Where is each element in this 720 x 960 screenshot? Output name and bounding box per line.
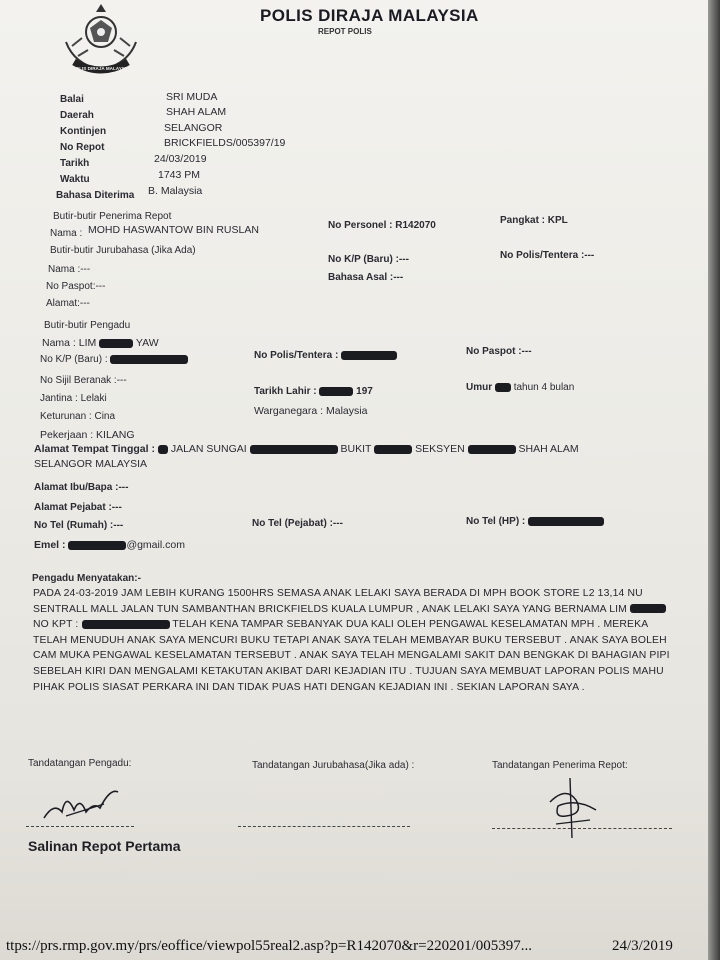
field-value-norepot: BRICKFIELDS/005397/19 bbox=[164, 137, 286, 149]
field-label-tarikh: Tarikh bbox=[60, 158, 90, 169]
field-label-daerah: Daerah bbox=[60, 110, 94, 121]
redaction-bar bbox=[468, 445, 516, 454]
field-label-bahasa: Bahasa Diterima bbox=[56, 190, 135, 201]
redaction-bar bbox=[341, 351, 397, 360]
interpreter-alamat: Alamat:--- bbox=[46, 298, 90, 309]
complainant-tel-hp: No Tel (HP) : bbox=[466, 516, 604, 527]
page-title: POLIS DIRAJA MALAYSIA bbox=[260, 6, 479, 25]
page-subtitle: REPOT POLIS bbox=[318, 27, 372, 36]
complainant-sijil: No Sijil Beranak :--- bbox=[40, 375, 127, 386]
redaction-bar bbox=[158, 445, 168, 454]
signature-jurubahasa-label: Tandatangan Jurubahasa(Jika ada) : bbox=[252, 760, 415, 771]
field-value-kontinjen: SELANGOR bbox=[164, 122, 223, 134]
interpreter-nama: Nama :--- bbox=[48, 264, 91, 275]
complainant-polis: No Polis/Tentera : bbox=[254, 350, 397, 361]
signature-pengadu-scribble bbox=[36, 782, 126, 826]
interpreter-bahasa: Bahasa Asal :--- bbox=[328, 272, 404, 283]
complainant-heading: Butir-butir Pengadu bbox=[44, 320, 131, 331]
complainant-alamat-line2: SELANGOR MALAYSIA bbox=[34, 458, 148, 470]
redaction-bar bbox=[250, 445, 338, 454]
redaction-bar bbox=[630, 604, 666, 613]
receiver-name: MOHD HASWANTOW BIN RUSLAN bbox=[88, 224, 259, 236]
complainant-lahir: Tarikh Lahir : 197 bbox=[254, 386, 373, 397]
interpreter-polis: No Polis/Tentera :--- bbox=[500, 250, 595, 261]
complainant-tel-pejabat: No Tel (Pejabat) :--- bbox=[252, 518, 343, 529]
field-label-kontinjen: Kontinjen bbox=[60, 126, 107, 137]
logo-text: POLIS DIRAJA MALAYSIA bbox=[72, 66, 130, 71]
redaction-bar bbox=[82, 620, 170, 629]
field-label-waktu: Waktu bbox=[60, 174, 90, 185]
field-value-daerah: SHAH ALAM bbox=[166, 106, 227, 118]
field-label-norepot: No Repot bbox=[60, 142, 105, 153]
interpreter-paspot: No Paspot:--- bbox=[46, 281, 106, 292]
footer-date: 24/3/2019 bbox=[612, 938, 673, 954]
receiver-personel: No Personel : R142070 bbox=[328, 220, 436, 231]
signature-line-pengadu bbox=[26, 826, 134, 827]
complainant-emel: Emel : @gmail.com bbox=[34, 539, 185, 551]
footer-url: ttps://prs.rmp.gov.my/prs/eoffice/viewpol55real2.asp?p=R142070&r=220201/005397... bbox=[6, 938, 533, 954]
redaction-bar bbox=[110, 355, 188, 364]
receiver-heading: Butir-butir Penerima Repot bbox=[53, 211, 172, 222]
statement-heading: Pengadu Menyatakan:- bbox=[32, 573, 141, 584]
complainant-ibubapa: Alamat Ibu/Bapa :--- bbox=[34, 482, 129, 493]
complainant-alamat: Alamat Tempat Tinggal : JALAN SUNGAI BUKIT SEKSYEN SHAH ALAM bbox=[34, 443, 579, 455]
interpreter-heading: Butir-butir Jurubahasa (Jika Ada) bbox=[50, 245, 196, 256]
statement-body: PADA 24-03-2019 JAM LEBIH KURANG 1500HRS SEMASA ANAK LELAKI SAYA BERADA DI MPH BOOK STORE L2 13,14 NU SENTRALL MALL JALAN TUN SAMBANTHAN BRICKFIELDS KUALA LUMPUR , ANAK LELAKI SAYA YANG BERNAMA LIM NO KPT : TELAH KENA TAMPAR SEBANYAK DUA KALI OLEH PENGAWAL KESELAMATAN MPH . MEREKA TELAH MENUDUH ANAK SAYA MENCURI BUKU TETAPI ANAK SAYA TELAH MEMBAYAR BUKU TERSEBUT . ANAK SAYA BOLEH CAM MUKA PENGAWAL KESELAMATAN TERSEBUT . ANAK SAYA TELAH MENGALAMI SAKIT DAN BENGKAK DI BAHAGIAN PIPI SEBELAH KIRI DAN MENGALAMI KETAKUTAN AKIBAT DARI KEJADIAN ITU . TUJUAN SAYA MEMBUAT LAPORAN POLIS MAHU PIHAK POLIS SIASAT PERKARA INI DAN TIDAK PUAS HATI DENGAN KEJADIAN INI . SEKIAN LAPORAN SAYA . bbox=[33, 588, 670, 693]
copy-label: Salinan Repot Pertama bbox=[28, 838, 181, 854]
signature-line-jurubahasa bbox=[238, 826, 410, 827]
field-value-tarikh: 24/03/2019 bbox=[154, 153, 207, 165]
redaction-bar bbox=[319, 387, 353, 396]
complainant-jantina: Jantina : Lelaki bbox=[40, 393, 107, 404]
complainant-paspot: No Paspot :--- bbox=[466, 346, 532, 357]
pdrm-crest-icon bbox=[60, 2, 142, 76]
signature-pengadu-label: Tandatangan Pengadu: bbox=[28, 758, 132, 769]
redaction-bar bbox=[68, 541, 126, 550]
redaction-bar bbox=[528, 517, 604, 526]
complainant-warganegara: Warganegara : Malaysia bbox=[254, 405, 368, 417]
interpreter-kp: No K/P (Baru) :--- bbox=[328, 254, 409, 265]
complainant-pekerjaan: Pekerjaan : KILANG bbox=[40, 429, 135, 441]
page-edge-shadow bbox=[708, 0, 720, 960]
field-value-bahasa: B. Malaysia bbox=[148, 185, 203, 197]
signature-line-penerima bbox=[492, 828, 672, 829]
signature-penerima-label: Tandatangan Penerima Repot: bbox=[492, 760, 628, 771]
receiver-pangkat: Pangkat : KPL bbox=[500, 215, 568, 226]
complainant-nama: Nama : LIM YAW bbox=[42, 337, 159, 349]
redaction-bar bbox=[374, 445, 412, 454]
complainant-keturunan: Keturunan : Cina bbox=[40, 411, 116, 422]
receiver-name-label: Nama : bbox=[50, 228, 83, 239]
field-value-waktu: 1743 PM bbox=[158, 169, 201, 181]
signature-penerima-scribble bbox=[536, 776, 606, 842]
complainant-tel-rumah: No Tel (Rumah) :--- bbox=[34, 520, 124, 531]
complainant-kp: No K/P (Baru) : bbox=[40, 354, 188, 365]
field-value-balai: SRI MUDA bbox=[166, 91, 218, 103]
redaction-bar bbox=[99, 339, 133, 348]
complainant-umur: Umur tahun 4 bulan bbox=[466, 382, 575, 393]
complainant-pejabat: Alamat Pejabat :--- bbox=[34, 502, 122, 513]
field-label-balai: Balai bbox=[60, 94, 84, 105]
redaction-bar bbox=[495, 383, 511, 392]
